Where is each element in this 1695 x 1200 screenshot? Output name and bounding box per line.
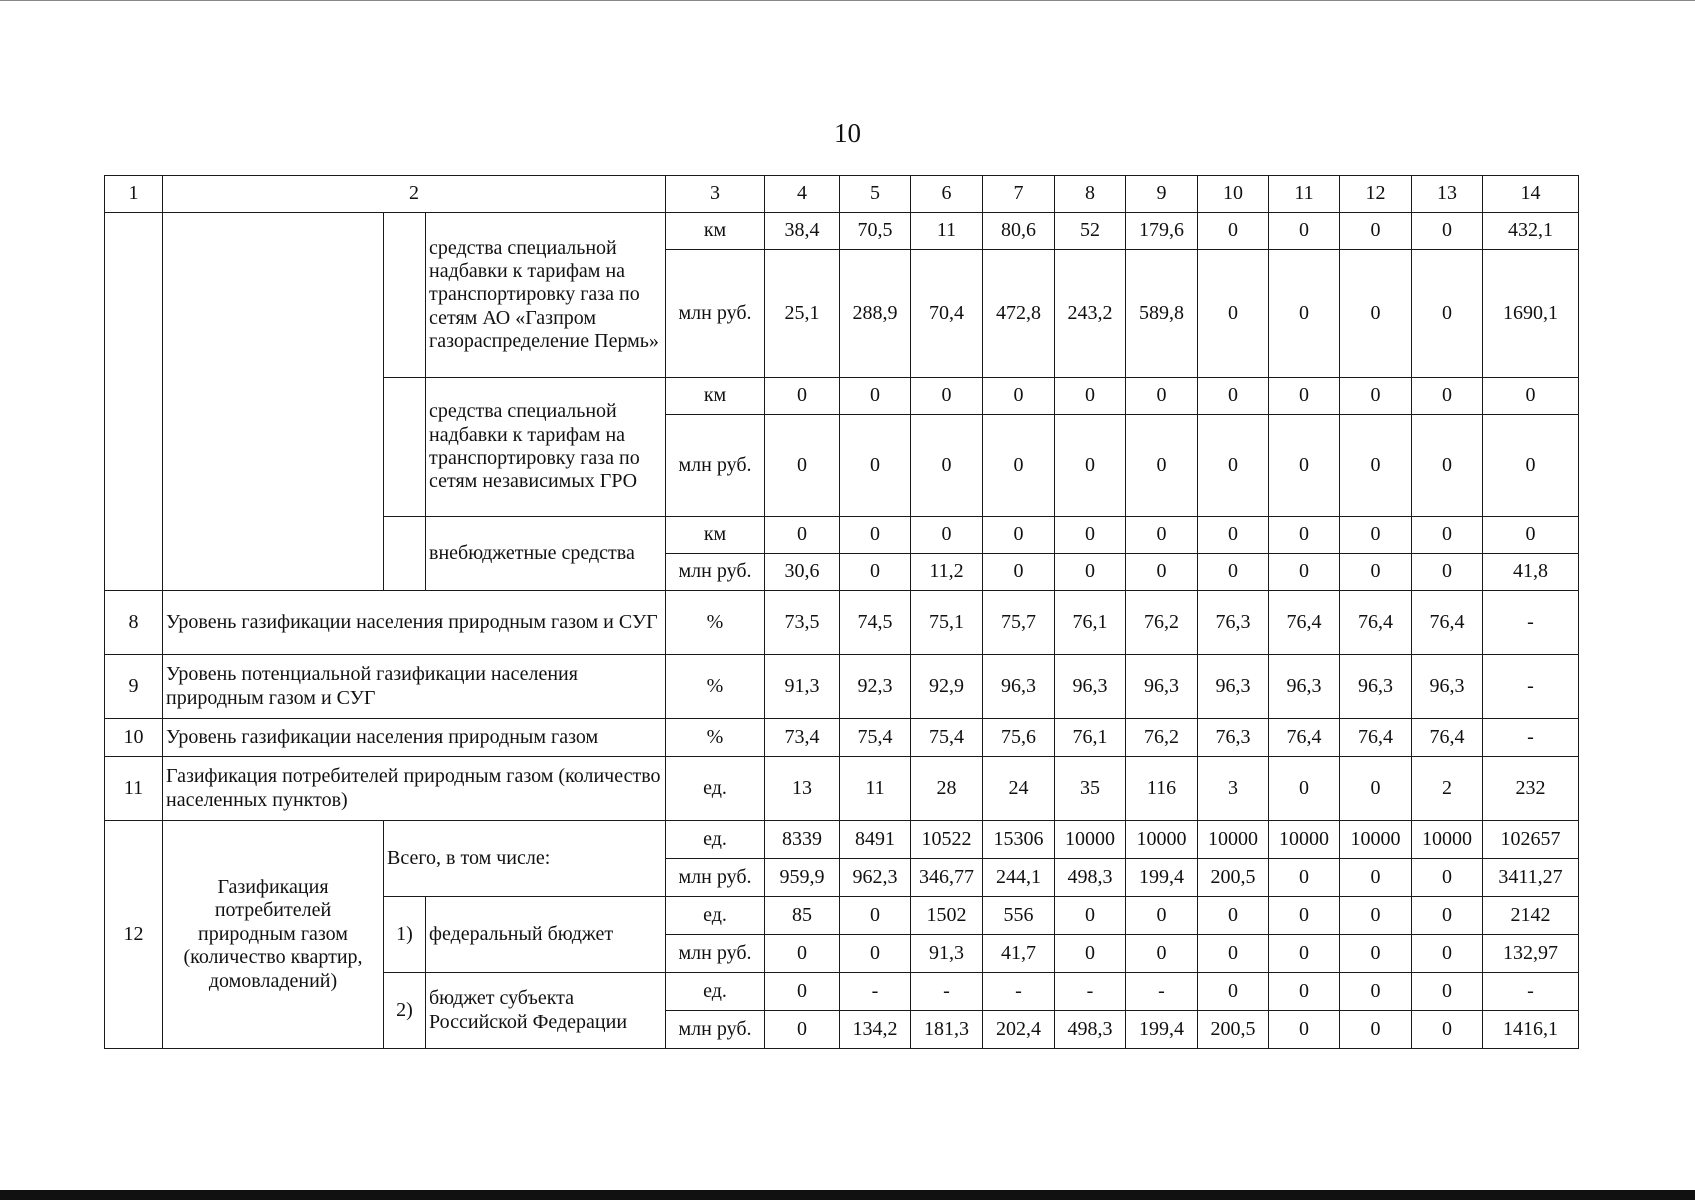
value-cell: 11 xyxy=(911,213,983,250)
column-number-row xyxy=(105,176,1579,213)
unit-cell: % xyxy=(666,719,765,757)
value-cell: 76,2 xyxy=(1126,719,1198,757)
unit-cell: ед. xyxy=(666,973,765,1011)
value-cell: 0 xyxy=(1126,415,1198,517)
value-cell: 0 xyxy=(1340,897,1412,935)
value-cell: 0 xyxy=(1198,973,1269,1011)
value-cell: 11,2 xyxy=(911,554,983,591)
header-cell: 9 xyxy=(1126,176,1198,213)
unit-cell: ед. xyxy=(666,757,765,821)
value-cell: 1416,1 xyxy=(1483,1011,1579,1049)
value-cell: 0 xyxy=(983,378,1055,415)
header-cell: 3 xyxy=(666,176,765,213)
value-cell: 0 xyxy=(1198,935,1269,973)
value-cell: 0 xyxy=(1055,935,1126,973)
value-cell: 96,3 xyxy=(1126,655,1198,719)
value-cell: 76,2 xyxy=(1126,591,1198,655)
value-cell: 0 xyxy=(1340,517,1412,554)
value-cell: 76,4 xyxy=(1269,591,1340,655)
value-cell: 41,7 xyxy=(983,935,1055,973)
indicator-name-cell xyxy=(163,213,384,591)
value-cell: - xyxy=(1483,591,1579,655)
table-row-row9 xyxy=(105,655,1579,719)
value-cell: 0 xyxy=(1269,554,1340,591)
unit-cell: млн руб. xyxy=(666,250,765,378)
sub-index-cell: 1) xyxy=(384,897,426,973)
value-cell: 288,9 xyxy=(840,250,911,378)
value-cell: 76,4 xyxy=(1412,591,1483,655)
value-cell: 0 xyxy=(983,554,1055,591)
value-cell: 92,3 xyxy=(840,655,911,719)
value-cell: 962,3 xyxy=(840,859,911,897)
value-cell: 116 xyxy=(1126,757,1198,821)
value-cell: 0 xyxy=(1412,554,1483,591)
value-cell: 73,4 xyxy=(765,719,840,757)
row-number-cell: 12 xyxy=(105,821,163,1049)
value-cell: 10000 xyxy=(1412,821,1483,859)
value-cell: 0 xyxy=(1340,378,1412,415)
value-cell: 0 xyxy=(1198,554,1269,591)
value-cell: 0 xyxy=(1126,517,1198,554)
value-cell: 10000 xyxy=(1340,821,1412,859)
unit-cell: ед. xyxy=(666,821,765,859)
unit-cell: млн руб. xyxy=(666,859,765,897)
value-cell: 0 xyxy=(1269,935,1340,973)
value-cell: 0 xyxy=(765,517,840,554)
value-cell: 0 xyxy=(1055,517,1126,554)
header-cell: 14 xyxy=(1483,176,1579,213)
value-cell: 0 xyxy=(765,415,840,517)
value-cell: 0 xyxy=(840,897,911,935)
unit-cell: млн руб. xyxy=(666,415,765,517)
value-cell: 10000 xyxy=(1198,821,1269,859)
unit-cell: млн руб. xyxy=(666,1011,765,1049)
value-cell: 76,3 xyxy=(1198,591,1269,655)
value-cell: 75,1 xyxy=(911,591,983,655)
value-cell: 0 xyxy=(765,1011,840,1049)
indicators-table xyxy=(104,175,1579,1049)
value-cell: 35 xyxy=(1055,757,1126,821)
sub-index-cell xyxy=(384,378,426,517)
value-cell: 346,77 xyxy=(911,859,983,897)
value-cell: 202,4 xyxy=(983,1011,1055,1049)
value-cell: 13 xyxy=(765,757,840,821)
value-cell: 76,1 xyxy=(1055,591,1126,655)
table-row-gro-ao-km xyxy=(105,213,1579,250)
source-label-cell: федеральный бюджет xyxy=(426,897,666,973)
value-cell: 0 xyxy=(911,415,983,517)
table-row-row11 xyxy=(105,757,1579,821)
value-cell: 0 xyxy=(1198,378,1269,415)
value-cell: 85 xyxy=(765,897,840,935)
value-cell: 134,2 xyxy=(840,1011,911,1049)
row-number-cell: 11 xyxy=(105,757,163,821)
value-cell: 589,8 xyxy=(1126,250,1198,378)
source-label-cell: внебюджетные средства xyxy=(426,517,666,591)
value-cell: 10000 xyxy=(1126,821,1198,859)
value-cell: 25,1 xyxy=(765,250,840,378)
page-number: 10 xyxy=(834,118,861,148)
value-cell: 0 xyxy=(1126,554,1198,591)
value-cell: 132,97 xyxy=(1483,935,1579,973)
value-cell: 96,3 xyxy=(1412,655,1483,719)
value-cell: 0 xyxy=(1269,1011,1340,1049)
value-cell: 0 xyxy=(1269,250,1340,378)
value-cell: 0 xyxy=(1412,378,1483,415)
value-cell: 10000 xyxy=(1269,821,1340,859)
value-cell: 24 xyxy=(983,757,1055,821)
value-cell: 0 xyxy=(1412,213,1483,250)
value-cell: 0 xyxy=(983,415,1055,517)
value-cell: 2 xyxy=(1412,757,1483,821)
value-cell: 0 xyxy=(1269,757,1340,821)
header-cell: 12 xyxy=(1340,176,1412,213)
value-cell: 0 xyxy=(1340,250,1412,378)
indicator-name-cell: Уровень газификации населения природным газом xyxy=(163,719,666,757)
sub-index-cell: 2) xyxy=(384,973,426,1049)
value-cell: 73,5 xyxy=(765,591,840,655)
value-cell: 200,5 xyxy=(1198,859,1269,897)
value-cell: 0 xyxy=(1269,517,1340,554)
value-cell: 92,9 xyxy=(911,655,983,719)
value-cell: 0 xyxy=(840,415,911,517)
sub-index-cell xyxy=(384,213,426,378)
value-cell: - xyxy=(1483,973,1579,1011)
value-cell: 0 xyxy=(1412,859,1483,897)
row-number-cell xyxy=(105,213,163,591)
unit-cell: % xyxy=(666,655,765,719)
value-cell: 0 xyxy=(1269,378,1340,415)
value-cell: 41,8 xyxy=(1483,554,1579,591)
value-cell: - xyxy=(1483,719,1579,757)
indicator-name-cell: Газификация потребителей природным газом (количество населенных пунктов) xyxy=(163,757,666,821)
value-cell: 0 xyxy=(1198,415,1269,517)
value-cell: 0 xyxy=(1340,973,1412,1011)
value-cell: 76,3 xyxy=(1198,719,1269,757)
value-cell: 96,3 xyxy=(1055,655,1126,719)
value-cell: 0 xyxy=(1340,554,1412,591)
value-cell: 28 xyxy=(911,757,983,821)
value-cell: 0 xyxy=(1340,415,1412,517)
value-cell: 959,9 xyxy=(765,859,840,897)
value-cell: 0 xyxy=(765,378,840,415)
value-cell: 10522 xyxy=(911,821,983,859)
value-cell: 0 xyxy=(1055,897,1126,935)
value-cell: 0 xyxy=(765,935,840,973)
row-number-cell: 9 xyxy=(105,655,163,719)
value-cell: 0 xyxy=(1412,415,1483,517)
value-cell: 498,3 xyxy=(1055,859,1126,897)
value-cell: 0 xyxy=(911,517,983,554)
value-cell: 0 xyxy=(1340,757,1412,821)
value-cell: 232 xyxy=(1483,757,1579,821)
value-cell: - xyxy=(1055,973,1126,1011)
row-number-cell: 8 xyxy=(105,591,163,655)
value-cell: 0 xyxy=(1340,213,1412,250)
value-cell: 70,4 xyxy=(911,250,983,378)
header-cell: 11 xyxy=(1269,176,1340,213)
value-cell: 181,3 xyxy=(911,1011,983,1049)
value-cell: 0 xyxy=(840,935,911,973)
value-cell: 0 xyxy=(1198,897,1269,935)
value-cell: 30,6 xyxy=(765,554,840,591)
value-cell: 75,4 xyxy=(840,719,911,757)
value-cell: 0 xyxy=(840,378,911,415)
value-cell: 70,5 xyxy=(840,213,911,250)
indicator-name-cell: Газификация потребителей природным газом (количество квартир, домовладений) xyxy=(163,821,384,1049)
value-cell: 200,5 xyxy=(1198,1011,1269,1049)
value-cell: 0 xyxy=(1412,973,1483,1011)
value-cell: 0 xyxy=(1055,378,1126,415)
unit-cell: км xyxy=(666,378,765,415)
unit-cell: млн руб. xyxy=(666,554,765,591)
header-cell: 2 xyxy=(163,176,666,213)
value-cell: - xyxy=(1483,655,1579,719)
value-cell: 244,1 xyxy=(983,859,1055,897)
value-cell: 74,5 xyxy=(840,591,911,655)
unit-cell: млн руб. xyxy=(666,935,765,973)
value-cell: 1690,1 xyxy=(1483,250,1579,378)
value-cell: 96,3 xyxy=(1198,655,1269,719)
indicator-name-cell: Уровень газификации населения природным газом и СУГ xyxy=(163,591,666,655)
source-label-cell: средства специальной надбавки к тарифам на транспортировку газа по сетям АО «Газпром газораспределение Пермь» xyxy=(426,213,666,378)
header-cell: 8 xyxy=(1055,176,1126,213)
sub-index-cell xyxy=(384,517,426,591)
value-cell: 96,3 xyxy=(1340,655,1412,719)
value-cell: 0 xyxy=(1412,517,1483,554)
value-cell: 76,4 xyxy=(1340,591,1412,655)
source-label-cell: средства специальной надбавки к тарифам на транспортировку газа по сетям независимых ГРО xyxy=(426,378,666,517)
header-cell: 13 xyxy=(1412,176,1483,213)
value-cell: 0 xyxy=(1269,897,1340,935)
value-cell: 472,8 xyxy=(983,250,1055,378)
header-cell: 10 xyxy=(1198,176,1269,213)
value-cell: 0 xyxy=(1198,250,1269,378)
value-cell: 10000 xyxy=(1055,821,1126,859)
value-cell: 2142 xyxy=(1483,897,1579,935)
value-cell: 498,3 xyxy=(1055,1011,1126,1049)
value-cell: 0 xyxy=(1198,213,1269,250)
value-cell: 0 xyxy=(1483,378,1579,415)
value-cell: 0 xyxy=(983,517,1055,554)
value-cell: 0 xyxy=(1126,378,1198,415)
header-cell: 4 xyxy=(765,176,840,213)
value-cell: 52 xyxy=(1055,213,1126,250)
value-cell: - xyxy=(1126,973,1198,1011)
value-cell: 11 xyxy=(840,757,911,821)
table-row-row10 xyxy=(105,719,1579,757)
value-cell: 0 xyxy=(1269,415,1340,517)
value-cell: 0 xyxy=(1340,1011,1412,1049)
value-cell: 76,1 xyxy=(1055,719,1126,757)
value-cell: 0 xyxy=(1483,517,1579,554)
value-cell: 76,4 xyxy=(1269,719,1340,757)
indicator-name-cell: Уровень потенциальной газификации населения природным газом и СУГ xyxy=(163,655,666,719)
value-cell: 80,6 xyxy=(983,213,1055,250)
value-cell: - xyxy=(983,973,1055,1011)
value-cell: 75,6 xyxy=(983,719,1055,757)
value-cell: 91,3 xyxy=(765,655,840,719)
header-cell: 1 xyxy=(105,176,163,213)
value-cell: 91,3 xyxy=(911,935,983,973)
value-cell: 75,7 xyxy=(983,591,1055,655)
header-cell: 7 xyxy=(983,176,1055,213)
value-cell: 199,4 xyxy=(1126,1011,1198,1049)
unit-cell: ед. xyxy=(666,897,765,935)
unit-cell: % xyxy=(666,591,765,655)
value-cell: 102657 xyxy=(1483,821,1579,859)
value-cell: 556 xyxy=(983,897,1055,935)
value-cell: 179,6 xyxy=(1126,213,1198,250)
value-cell: 199,4 xyxy=(1126,859,1198,897)
value-cell: 0 xyxy=(1412,250,1483,378)
value-cell: 15306 xyxy=(983,821,1055,859)
value-cell: 0 xyxy=(840,517,911,554)
value-cell: 0 xyxy=(1269,859,1340,897)
value-cell: - xyxy=(840,973,911,1011)
value-cell: 0 xyxy=(1126,897,1198,935)
scan-bottom-edge xyxy=(0,1190,1695,1200)
table-row-row8 xyxy=(105,591,1579,655)
value-cell: 0 xyxy=(765,973,840,1011)
value-cell: 8491 xyxy=(840,821,911,859)
value-cell: 0 xyxy=(1055,415,1126,517)
header-cell: 5 xyxy=(840,176,911,213)
value-cell: 243,2 xyxy=(1055,250,1126,378)
value-cell: 96,3 xyxy=(983,655,1055,719)
value-cell: 0 xyxy=(1198,517,1269,554)
value-cell: 0 xyxy=(1483,415,1579,517)
value-cell: 75,4 xyxy=(911,719,983,757)
value-cell: 76,4 xyxy=(1412,719,1483,757)
unit-cell: км xyxy=(666,517,765,554)
scan-top-edge xyxy=(0,0,1695,1)
value-cell: 8339 xyxy=(765,821,840,859)
value-cell: 38,4 xyxy=(765,213,840,250)
value-cell: 3 xyxy=(1198,757,1269,821)
value-cell: 0 xyxy=(1269,213,1340,250)
source-label-cell: Всего, в том числе: xyxy=(384,821,666,897)
value-cell: 76,4 xyxy=(1340,719,1412,757)
value-cell: 432,1 xyxy=(1483,213,1579,250)
value-cell: 0 xyxy=(1412,935,1483,973)
value-cell: 0 xyxy=(1126,935,1198,973)
row-number-cell: 10 xyxy=(105,719,163,757)
value-cell: 0 xyxy=(1340,859,1412,897)
table-row-total-unit xyxy=(105,821,1579,859)
value-cell: 0 xyxy=(840,554,911,591)
source-label-cell: бюджет субъекта Российской Федерации xyxy=(426,973,666,1049)
value-cell: 0 xyxy=(1412,1011,1483,1049)
unit-cell: км xyxy=(666,213,765,250)
value-cell: 0 xyxy=(1055,554,1126,591)
value-cell: - xyxy=(911,973,983,1011)
value-cell: 0 xyxy=(1412,897,1483,935)
value-cell: 0 xyxy=(911,378,983,415)
header-cell: 6 xyxy=(911,176,983,213)
value-cell: 1502 xyxy=(911,897,983,935)
value-cell: 0 xyxy=(1269,973,1340,1011)
value-cell: 96,3 xyxy=(1269,655,1340,719)
value-cell: 3411,27 xyxy=(1483,859,1579,897)
value-cell: 0 xyxy=(1340,935,1412,973)
